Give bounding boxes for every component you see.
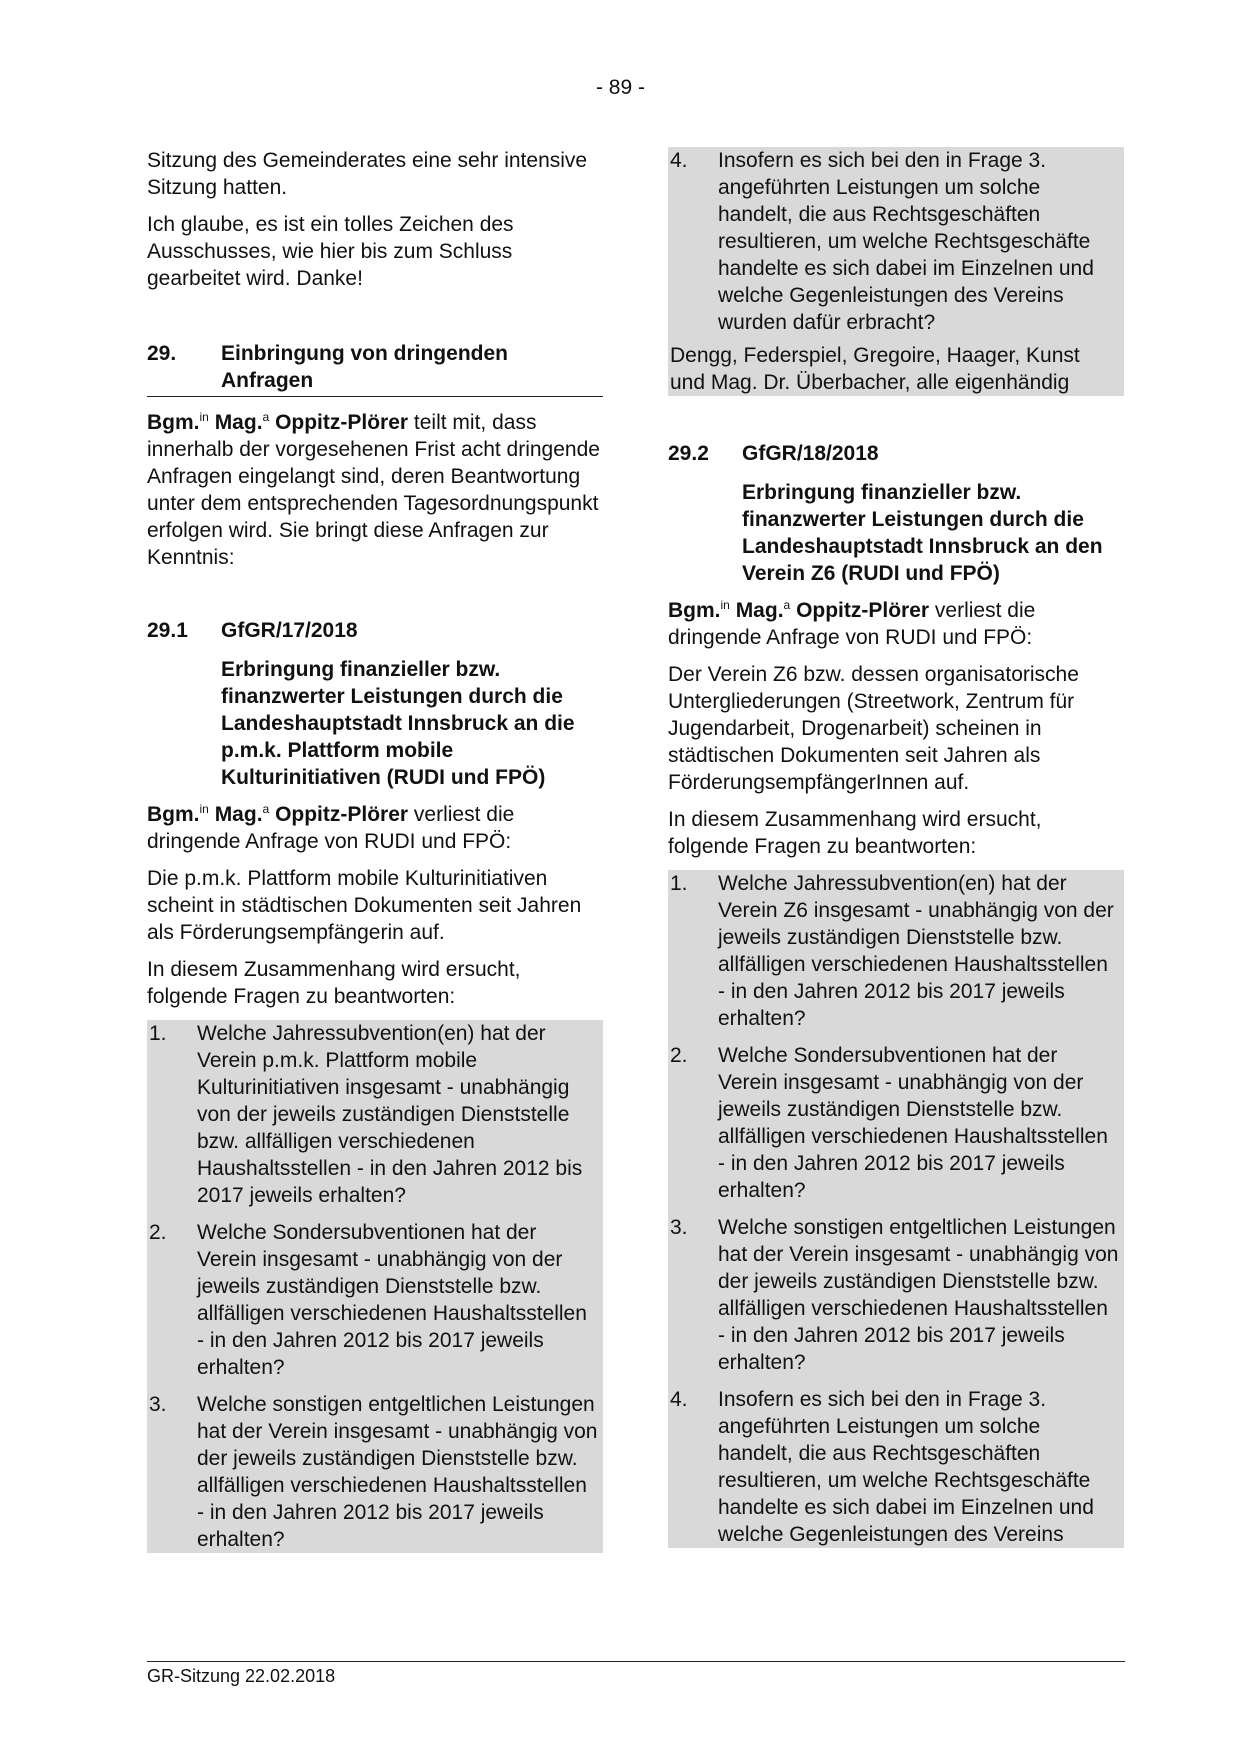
inquiry-paragraph: In diesem Zusammenhang wird ersucht, folgende Fragen zu beantworten:	[147, 958, 521, 1008]
intro-paragraph: Sitzung des Gemeinderates eine sehr intensive Sitzung hatten.	[147, 149, 588, 199]
question-number: 1.	[149, 1022, 167, 1045]
subsection-number: 29.1	[147, 619, 188, 642]
signatories: Dengg, Federspiel, Gregoire, Haager, Kunst und Mag. Dr. Überbacher, alle eigenhändig	[670, 344, 1080, 394]
subsection-heading	[668, 440, 1124, 467]
question-text: Insofern es sich bei den in Frage 3. angeführten Leistungen um solche handelt, die aus Rechtsgeschäften resultieren, um welche Rechtsgeschäfte handelte es sich dabei im Einzelnen und welche Gegenleistungen des Vereins wurden dafür erbracht?	[718, 149, 1094, 334]
section-number: 29.	[147, 342, 177, 365]
mayor-name: Oppitz-Plörer	[796, 599, 930, 622]
question-text: Welche Sondersubventionen hat der Verein insgesamt - unabhängig von der jeweils zuständigen Dienststelle bzw. allfälligen verschiedenen Haushaltsstellen - in den Jahren 2012 bis 2017 jeweils erhalten?	[718, 1044, 1108, 1202]
question-text: Welche Sondersubventionen hat der Verein insgesamt - unabhängig von der jeweils zuständigen Dienststelle bzw. allfälligen verschiedenen Haushaltsstellen - in den Jahren 2012 bis 2017 jeweils erhalten?	[197, 1221, 587, 1379]
question-number: 4.	[670, 149, 688, 172]
inquiry-paragraph: Die p.m.k. Plattform mobile Kulturinitiativen scheint in städtischen Dokumenten seit Jahren als Förderungsempfängerin auf.	[147, 867, 582, 944]
continued-question-block	[668, 147, 1124, 396]
subsection-title: Erbringung finanzieller bzw. finanzwerter Leistungen durch die Landeshauptstadt Innsbruck an den Verein Z6 (RUDI und FPÖ)	[742, 481, 1103, 585]
section-title: Einbringung von dringenden Anfragen	[221, 342, 508, 392]
mayor-title-bgm-sup: in	[720, 598, 730, 612]
mayor-title-mag-sup: a	[262, 802, 270, 816]
mayor-reads-text: verliest die dringende Anfrage von RUDI und FPÖ:	[147, 803, 515, 853]
question-item	[668, 870, 1124, 1042]
mayor-announcement-text: teilt mit, dass innerhalb der vorgesehenen Frist acht dringende Anfragen eingelangt sind, deren Beantwortung unter dem entsprechenden Tagesordnungspunkt erfolgen wird. Sie bringt diese Anfragen zur Kenntnis:	[147, 411, 600, 569]
question-text: Welche sonstigen entgeltlichen Leistungen hat der Verein insgesamt - unabhängig von der jeweils zuständigen Dienststelle bzw. allfälligen verschiedenen Haushaltsstellen - in den Jahren 2012 bis 2017 jeweils erhalten?	[718, 1216, 1119, 1374]
inquiry-paragraph: In diesem Zusammenhang wird ersucht, folgende Fragen zu beantworten:	[668, 808, 1042, 858]
mayor-title-bgm: Bgm.	[147, 411, 200, 434]
mayor-title-mag: Mag.	[214, 803, 263, 826]
subsection-heading	[147, 617, 603, 644]
question-number: 1.	[670, 872, 688, 895]
question-number: 4.	[670, 1388, 688, 1411]
question-number: 3.	[149, 1393, 167, 1416]
mayor-title-mag: Mag.	[214, 411, 263, 434]
subsection-number: 29.2	[668, 442, 709, 465]
question-text: Welche Jahressubvention(en) hat der Verein Z6 insgesamt - unabhängig von der jeweils zuständigen Dienststelle bzw. allfälligen verschiedenen Haushaltsstellen - in den Jahren 2012 bis 2017 jeweils erhalten?	[718, 872, 1114, 1030]
question-item	[668, 1214, 1124, 1386]
mayor-reads	[147, 801, 603, 855]
mayor-title-bgm: Bgm.	[668, 599, 721, 622]
question-list	[668, 870, 1124, 1548]
mayor-name: Oppitz-Plörer	[275, 411, 409, 434]
question-number: 3.	[670, 1216, 688, 1239]
section-heading	[147, 340, 603, 397]
question-item	[147, 1391, 603, 1553]
left-column	[147, 147, 603, 1553]
question-item	[147, 1020, 603, 1219]
question-list	[147, 1020, 603, 1553]
mayor-announcement	[147, 409, 603, 571]
subsection-title: Erbringung finanzieller bzw. finanzwerter Leistungen durch die Landeshauptstadt Innsbruck an die p.m.k. Plattform mobile Kulturinitiativen (RUDI und FPÖ)	[221, 658, 575, 789]
mayor-name: Oppitz-Plörer	[275, 803, 409, 826]
mayor-title-mag-sup: a	[783, 598, 791, 612]
question-text: Welche sonstigen entgeltlichen Leistungen hat der Verein insgesamt - unabhängig von der jeweils zuständigen Dienststelle bzw. allfälligen verschiedenen Haushaltsstellen - in den Jahren 2012 bis 2017 jeweils erhalten?	[197, 1393, 598, 1551]
subsection-code: GfGR/18/2018	[742, 442, 879, 465]
mayor-reads-text: verliest die dringende Anfrage von RUDI und FPÖ:	[668, 599, 1036, 649]
subsection-code: GfGR/17/2018	[221, 619, 358, 642]
page-number: - 89 -	[595, 76, 645, 99]
question-text: Welche Jahressubvention(en) hat der Verein p.m.k. Plattform mobile Kulturinitiativen insgesamt - unabhängig von der jeweils zuständigen Dienststelle bzw. allfälligen verschiedenen Haushaltsstellen - in den Jahren 2012 bis 2017 jeweils erhalten?	[197, 1022, 583, 1207]
question-number: 2.	[670, 1044, 688, 1067]
right-column	[668, 147, 1124, 1548]
mayor-title-mag: Mag.	[735, 599, 784, 622]
question-item	[668, 1386, 1124, 1548]
mayor-reads	[668, 597, 1124, 651]
question-item	[668, 147, 1124, 342]
mayor-title-bgm-sup: in	[199, 802, 209, 816]
question-number: 2.	[149, 1221, 167, 1244]
question-item	[668, 1042, 1124, 1214]
inquiry-paragraph: Der Verein Z6 bzw. dessen organisatorische Untergliederungen (Streetwork, Zentrum für Jugendarbeit, Drogenarbeit) scheinen in städtischen Dokumenten seit Jahren als FörderungsempfängerInnen auf.	[668, 663, 1079, 794]
question-item	[147, 1219, 603, 1391]
question-text: Insofern es sich bei den in Frage 3. angeführten Leistungen um solche handelt, die aus Rechtsgeschäften resultieren, um welche Rechtsgeschäfte handelte es sich dabei im Einzelnen und welche Gegenleistungen des Vereins	[718, 1388, 1094, 1546]
mayor-title-bgm: Bgm.	[147, 803, 200, 826]
page-footer: GR-Sitzung 22.02.2018	[147, 1661, 1125, 1687]
mayor-title-bgm-sup: in	[199, 410, 209, 424]
mayor-title-mag-sup: a	[262, 410, 270, 424]
intro-paragraph: Ich glaube, es ist ein tolles Zeichen des Ausschusses, wie hier bis zum Schluss gearbeitet wird. Danke!	[147, 213, 514, 290]
